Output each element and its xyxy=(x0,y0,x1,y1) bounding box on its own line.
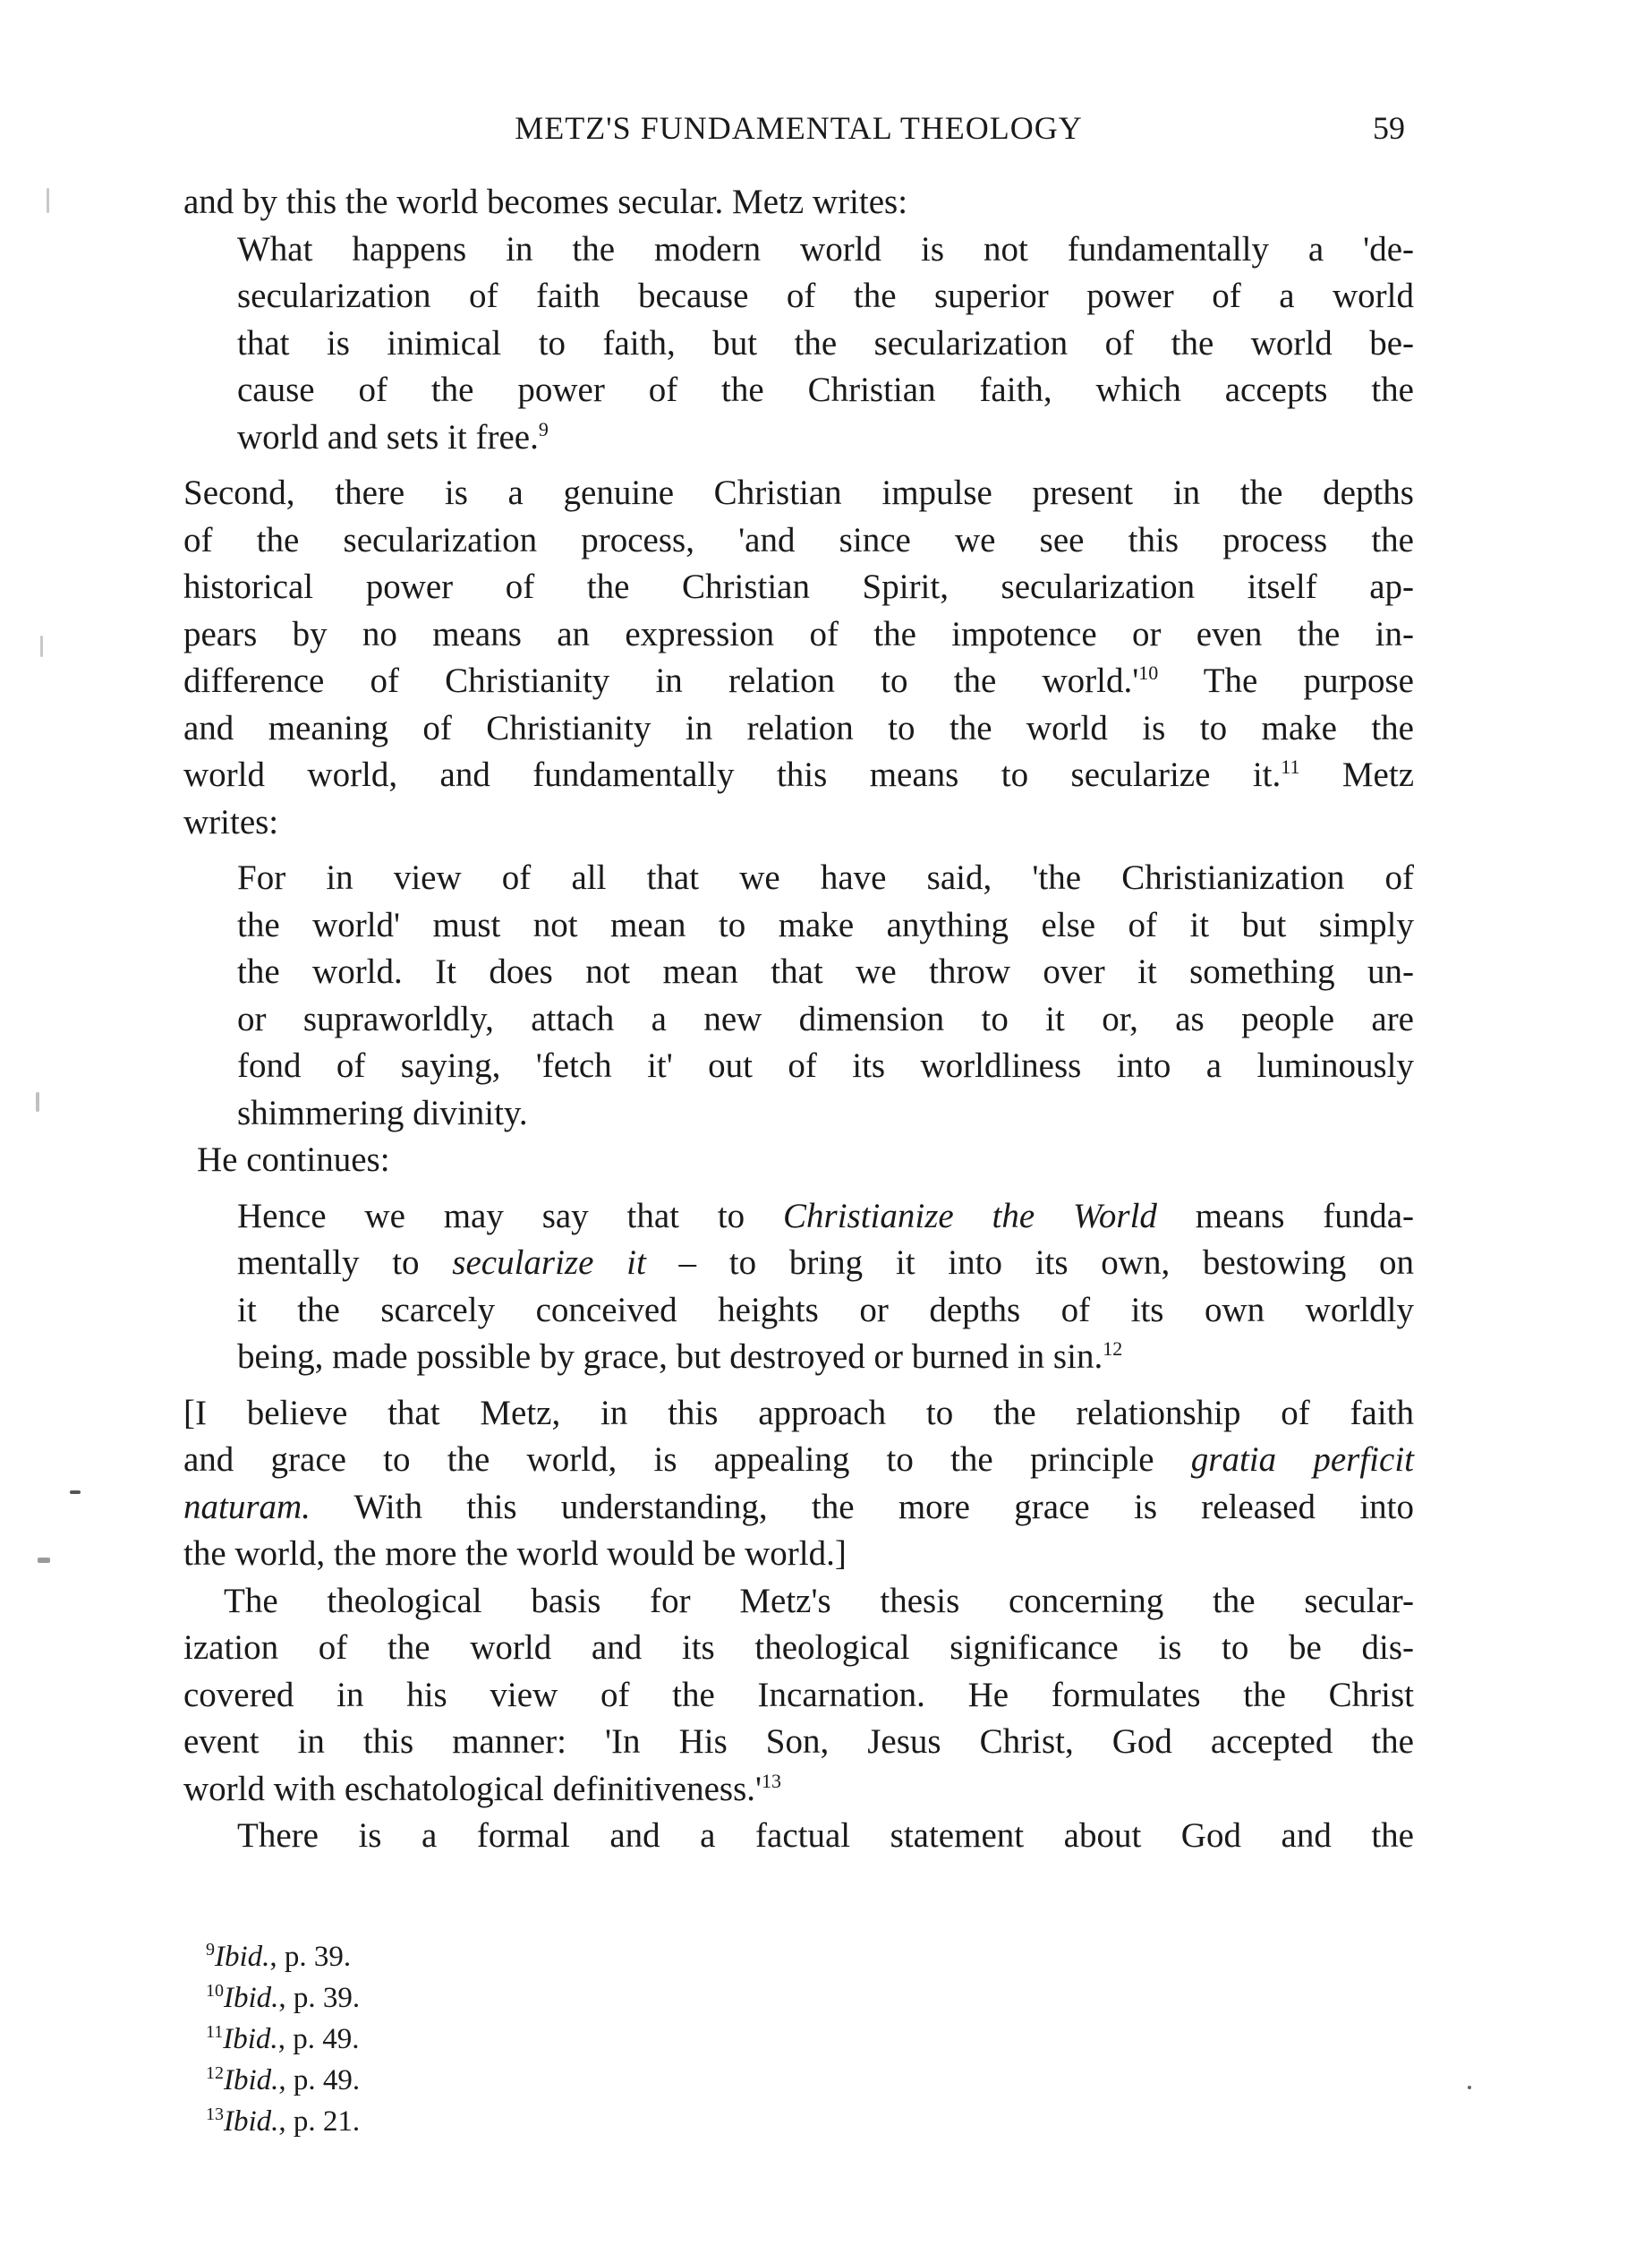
paragraph-3 xyxy=(183,1578,1414,1814)
footnote: $^{10}$Ibid., p. 39. xyxy=(206,1981,361,2014)
footnote: $^9$Ibid., p. 39. xyxy=(206,1940,352,1973)
footnote-ref: 9 xyxy=(538,417,549,440)
footnote-ref: 13 xyxy=(762,1769,782,1792)
footnotes xyxy=(206,1929,743,2138)
body-text xyxy=(183,179,1414,1860)
footnote-ref: 12 xyxy=(1103,1337,1123,1360)
footnote-ref: 10 xyxy=(1138,662,1159,684)
block-quote-2 xyxy=(183,855,1414,1137)
text-line: naturam. With this understanding, the more grace is released into xyxy=(183,1487,1414,1526)
scan-speck xyxy=(70,1490,81,1494)
text-line: ization of the world and its theological significance is to be dis- xyxy=(183,1628,1414,1667)
page-header xyxy=(183,109,1414,154)
paragraph-2 xyxy=(183,470,1414,846)
text-line: of the secularization process, 'and since we see this process the xyxy=(183,520,1414,559)
text-line: There is a formal and a factual statement about God and the xyxy=(237,1816,1414,1855)
block-quote-3 xyxy=(183,1193,1414,1381)
quote-line: secularization of faith because of the superior power of a world xyxy=(237,277,1414,315)
text-line: Second, there is a genuine Christian impulse present in the depths xyxy=(183,474,1414,512)
page-number: 59 xyxy=(1373,110,1405,146)
scan-speck xyxy=(38,1558,50,1563)
footnote: $^{11}$Ibid., p. 49. xyxy=(206,2022,360,2055)
scan-speck xyxy=(47,188,49,213)
quote-line: the world' must not mean to make anything else of it but simply xyxy=(237,905,1414,944)
text-line: world world, and fundamentally this means to secularize it.$^{11}$ Metz xyxy=(183,756,1415,794)
quote-line: that is inimical to faith, but the secularization of the world be- xyxy=(237,323,1414,363)
quote-line: For in view of all that we have said, 'the Christianization of xyxy=(237,858,1414,897)
quote-line: world and sets it free.$^9$ xyxy=(237,417,549,457)
text-line: the world, the more the world would be world.] xyxy=(183,1534,847,1573)
quote-line: shimmering divinity. xyxy=(237,1093,528,1132)
running-head: METZ'S FUNDAMENTAL THEOLOGY xyxy=(515,110,1083,146)
quote-line: cause of the power of the Christian faith, which accepts the xyxy=(237,371,1414,409)
quote-line: mentally to secularize it – to bring it into its own, bestowing on xyxy=(237,1243,1414,1282)
text-line: and meaning of Christianity in relation to the world is to make the xyxy=(183,708,1414,747)
scan-speck xyxy=(40,636,43,657)
text-line: and grace to the world, is appealing to the principle gratia perficit xyxy=(183,1440,1414,1479)
scan-speck xyxy=(36,1092,39,1112)
text-line: and by this the world becomes secular. Metz writes: xyxy=(183,183,908,221)
block-quote-1 xyxy=(183,226,1414,462)
text-line: [I believe that Metz, in this approach to the relationship of faith xyxy=(183,1393,1414,1432)
bracketed-remark xyxy=(183,1390,1414,1578)
text-line: event in this manner: 'In His Son, Jesus Christ, God accepted the xyxy=(183,1722,1414,1761)
quote-line: it the scarcely conceived heights or depths of its own worldly xyxy=(237,1290,1414,1329)
text-line: historical power of the Christian Spirit, secularization itself ap- xyxy=(183,568,1414,606)
text-line: difference of Christianity in relation to the $world.'^{10}$ The purpose xyxy=(183,662,1414,700)
footnote: $^{13}$Ibid., p. 21. xyxy=(206,2105,361,2138)
quote-line: fond of saying, 'fetch it' out of its worldliness into a luminously xyxy=(237,1046,1414,1085)
footnote: $^{12}$Ibid., p. 49. xyxy=(206,2063,361,2096)
text-line: The theological basis for Metz's thesis concerning the secular- xyxy=(224,1581,1414,1620)
text-line: covered in his view of the Incarnation. He formulates the Christ xyxy=(183,1675,1414,1714)
quote-line: Hence we may say that to Christianize the World means funda- xyxy=(237,1196,1414,1235)
quote-line: or supraworldly, attach a new dimension to it or, as people are xyxy=(237,999,1414,1038)
quote-line: being, made possible by grace, but destroyed or burned in sin.$^{12}$ xyxy=(237,1337,1123,1376)
text-line: world with eschatological $definitiveness.'^{13}$ xyxy=(183,1769,782,1808)
footnote-ref: 11 xyxy=(1281,756,1300,778)
quote-line: the world. It does not mean that we throw over it something un- xyxy=(237,952,1414,991)
text-line: He continues: xyxy=(197,1140,390,1179)
scan-speck xyxy=(1468,2086,1471,2089)
quote-line: What happens in the modern world is not fundamentally a 'de- xyxy=(237,229,1414,269)
text-line: writes: xyxy=(183,802,279,841)
text-line: pears by no means an expression of the impotence or even the in- xyxy=(183,614,1414,653)
